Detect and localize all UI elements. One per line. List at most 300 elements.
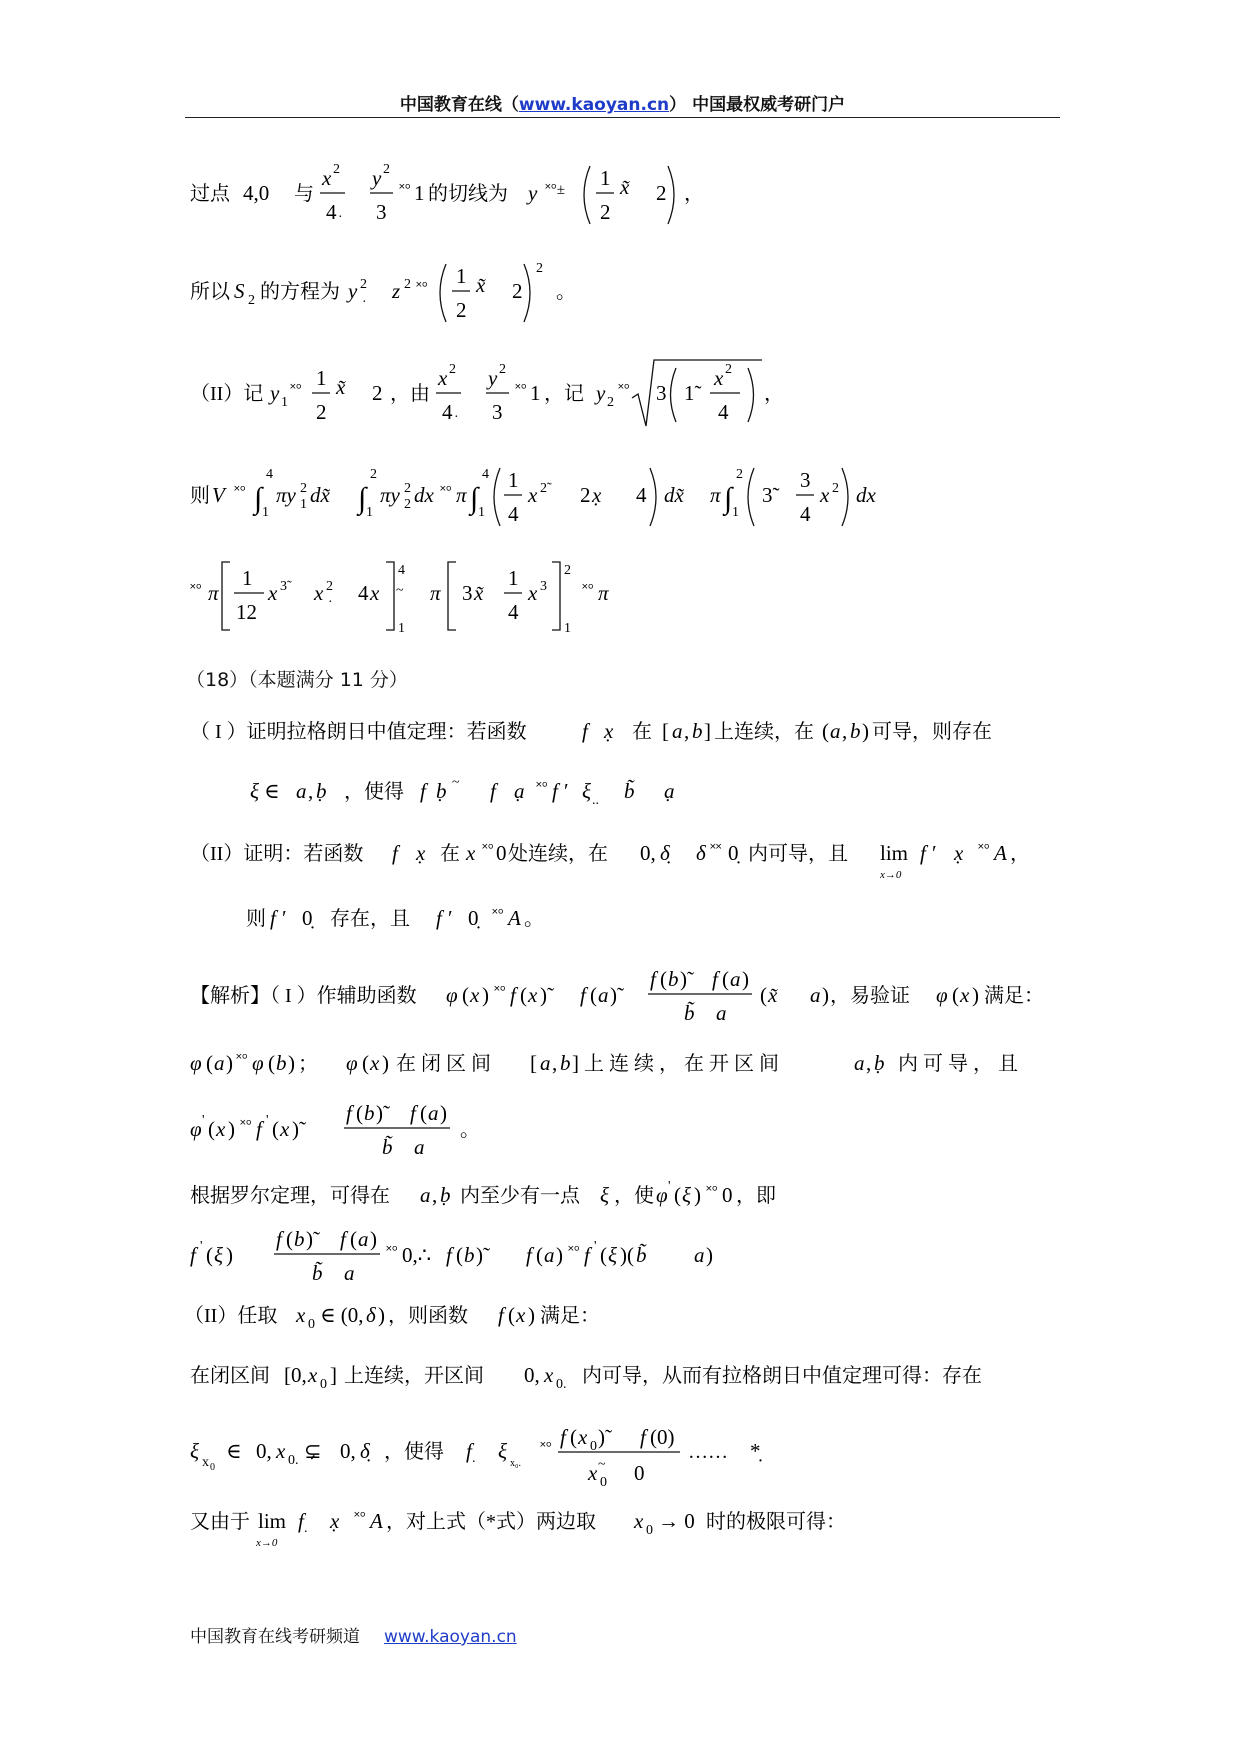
svg-text:0: 0: [600, 1475, 607, 1490]
svg-text:˟˟: ˟˟: [710, 842, 722, 858]
svg-text:δ: δ: [366, 1303, 376, 1327]
svg-text:ξ: ξ: [190, 1439, 199, 1463]
svg-text:∫: ∫: [724, 482, 733, 515]
svg-text:˟°: ˟°: [618, 382, 630, 398]
svg-text:0̣: 0̣: [302, 906, 313, 930]
svg-text:,: ,: [684, 719, 690, 743]
svg-text:x̃: x̃: [474, 581, 484, 605]
svg-text:2: 2: [370, 467, 377, 482]
svg-text:(: (: [570, 1425, 577, 1449]
svg-text:y: y: [596, 381, 606, 405]
svg-text:(: (: [272, 1117, 279, 1141]
svg-text:ạ: ạ: [514, 779, 525, 803]
svg-text:)̃: )̃: [598, 1425, 605, 1449]
svg-text:a: a: [344, 1261, 355, 1285]
svg-text:x: x: [314, 581, 324, 605]
svg-text:y: y: [372, 166, 382, 190]
svg-text:x: x: [528, 983, 538, 1007]
text-yu: 与: [294, 183, 314, 205]
svg-text:δ̣: δ̣: [660, 841, 670, 865]
s2-expression: [346, 261, 543, 322]
svg-text:a: a: [358, 1227, 369, 1251]
svg-text:x: x: [466, 841, 476, 865]
svg-text:f: f: [582, 719, 588, 743]
svg-text:4: 4: [266, 467, 273, 482]
svg-text:x: x: [634, 1509, 644, 1533]
svg-text:x̃: x̃: [336, 375, 346, 399]
svg-text:3: 3: [656, 381, 667, 405]
text-ze: 则: [190, 485, 210, 507]
text-kedao-cunzai: 可导，则存在: [872, 721, 992, 743]
svg-text:b: b: [364, 1101, 375, 1125]
svg-text:˟°: ˟°: [582, 582, 594, 598]
svg-text:x→0: x→0: [880, 869, 902, 881]
svg-text:f: f: [490, 779, 496, 803]
svg-text:2: 2: [536, 261, 543, 276]
svg-text:π: π: [430, 581, 441, 605]
svg-text:(: (: [520, 983, 527, 1007]
svg-text:π: π: [598, 581, 609, 605]
svg-text:1: 1: [281, 395, 288, 410]
svg-text:x̣: x̣: [604, 719, 614, 743]
svg-text:y: y: [488, 366, 498, 390]
svg-text:，: ，: [1010, 843, 1030, 865]
svg-text:4: 4: [482, 467, 489, 482]
svg-text:b: b: [294, 1227, 305, 1251]
svg-text:1: 1: [262, 505, 269, 520]
svg-text:): ): [742, 967, 749, 991]
svg-text:(: (: [952, 983, 959, 1007]
svg-text:a: a: [598, 983, 609, 1007]
svg-text:,: ,: [842, 719, 848, 743]
svg-text:4: 4: [718, 400, 729, 424]
text-differentiable-and: 内 可 导 ， 且: [898, 1053, 1018, 1075]
svg-text:′: ′: [282, 906, 287, 930]
svg-text:f: f: [510, 983, 516, 1007]
svg-text:): ): [440, 1101, 447, 1125]
svg-text:x: x: [544, 1363, 554, 1387]
text-ii-statement: （II）证明：若函数: [190, 843, 364, 865]
svg-text:f: f: [712, 967, 718, 991]
svg-text:1: 1: [242, 566, 253, 590]
svg-text:[: [: [662, 719, 669, 743]
svg-text:2: 2: [512, 279, 523, 303]
svg-text:0: 0: [722, 1183, 733, 1207]
svg-text:a: a: [214, 1051, 225, 1075]
svg-text:0,: 0,: [340, 1439, 356, 1463]
svg-text:A: A: [994, 841, 1007, 865]
svg-text:)̃: )̃: [610, 983, 617, 1007]
svg-text:˟°: ˟°: [706, 1184, 718, 1200]
svg-text:0: 0: [308, 1317, 315, 1332]
svg-text:2: 2: [656, 181, 667, 205]
svg-text:12: 12: [236, 600, 257, 624]
svg-text:。: 。: [524, 908, 544, 930]
svg-text:a: a: [716, 1001, 727, 1025]
svg-text:)̃: )̃: [292, 1117, 299, 1141]
svg-text:(: (: [356, 1101, 363, 1125]
svg-text:π: π: [456, 483, 467, 507]
svg-text:φ: φ: [936, 983, 948, 1007]
svg-text:0̣: 0̣: [468, 906, 479, 930]
svg-text:x: x: [370, 1051, 380, 1075]
svg-text:0,: 0,: [524, 1363, 540, 1387]
svg-text:3̃: 3̃: [762, 483, 773, 507]
svg-text:a: a: [694, 1243, 705, 1267]
svg-text:(: (: [590, 983, 597, 1007]
svg-text:): ): [288, 1051, 295, 1075]
svg-text:a: a: [854, 1051, 865, 1075]
svg-text:˟°: ˟°: [482, 842, 494, 858]
svg-text:x: x: [438, 366, 448, 390]
svg-text:): ): [694, 1183, 701, 1207]
svg-text:0̣: 0̣: [728, 841, 739, 865]
svg-text:a: a: [672, 719, 683, 743]
svg-text:): ): [378, 1303, 385, 1327]
svg-text:..: ..: [592, 793, 599, 808]
svg-text:2: 2: [607, 395, 614, 410]
svg-text:3̃: 3̃: [280, 579, 287, 594]
svg-text:f: f: [276, 1227, 282, 1251]
text-comma-2: ，: [764, 383, 784, 405]
svg-text:': ': [668, 1179, 671, 1194]
svg-text:f: f: [560, 1425, 566, 1449]
svg-text:˟°: ˟°: [540, 1440, 552, 1456]
lagrange-equation: [420, 775, 675, 808]
svg-text:b: b: [276, 1051, 287, 1075]
svg-text:(: (: [268, 1051, 275, 1075]
svg-text:0,: 0,: [640, 841, 656, 865]
svg-text:(: (: [462, 983, 469, 1007]
text-closed-interval: 在 闭 区 间: [396, 1053, 491, 1075]
header-link[interactable]: www.kaoyan.cn: [518, 95, 670, 115]
formula-volume-integral: [0, 452, 1241, 532]
svg-text:,: ,: [866, 1051, 872, 1075]
svg-text:f: f: [298, 1509, 304, 1533]
svg-text:∫: ∫: [470, 482, 479, 515]
text-continuous-open: 上连续，开区间: [344, 1365, 484, 1387]
svg-text:x̃: x̃: [768, 983, 778, 1007]
svg-text:,: ,: [552, 1051, 558, 1075]
svg-text:a: a: [414, 1135, 425, 1159]
svg-text:1: 1: [478, 505, 485, 520]
problem-18-heading: （18）（本题满分 11 分）: [186, 669, 408, 691]
svg-text:dx: dx: [856, 483, 876, 507]
svg-text:2: 2: [360, 277, 367, 292]
svg-text:f: f: [346, 1101, 352, 1125]
text-zai: 在: [632, 721, 652, 743]
svg-text:2: 2: [333, 162, 340, 177]
svg-text:): ): [226, 1051, 233, 1075]
svg-text:(: (: [674, 1183, 681, 1207]
solution-derivative: [0, 1096, 1241, 1176]
y1-expression: [268, 366, 383, 424]
svg-text:b̃: b̃: [636, 1243, 647, 1267]
svg-text:4: 4: [398, 563, 405, 578]
svg-text:f: f: [410, 1101, 416, 1125]
svg-text:f: f: [552, 779, 558, 803]
svg-text:φ: φ: [190, 1117, 202, 1141]
svg-text:ḅ: ḅ: [316, 779, 327, 803]
svg-text:~: ~: [396, 583, 404, 598]
svg-text:2: 2: [404, 497, 411, 512]
svg-text:[: [: [530, 1051, 537, 1075]
text-at-least-one: 内至少有一点: [460, 1185, 580, 1207]
svg-text:x̣: x̣: [954, 841, 964, 865]
svg-text:x: x: [578, 1425, 588, 1449]
svg-text:): ): [482, 983, 489, 1007]
svg-text:a: a: [540, 1051, 551, 1075]
svg-text:x̣: x̣: [416, 841, 426, 865]
svg-text:y: y: [270, 381, 280, 405]
svg-text:,: ,: [308, 779, 314, 803]
svg-text:f: f: [650, 967, 656, 991]
svg-text:x: x: [528, 483, 538, 507]
svg-text:4: 4: [326, 200, 337, 224]
svg-text:0.: 0.: [288, 1453, 299, 1468]
svg-text:3: 3: [462, 581, 473, 605]
svg-text:˟°: ˟°: [354, 1510, 366, 1526]
svg-text:f: f: [580, 983, 586, 1007]
svg-text:(: (: [286, 1227, 293, 1251]
footer-link[interactable]: www.kaoyan.cn: [384, 1627, 517, 1647]
svg-text:1: 1: [316, 366, 327, 390]
svg-text:a: a: [830, 719, 841, 743]
svg-text:f: f: [436, 906, 442, 930]
svg-text:x: x: [588, 1461, 598, 1485]
text-open-interval: 上 连 续 ， 在 开 区 间: [584, 1053, 779, 1075]
svg-text:φ: φ: [252, 1051, 264, 1075]
svg-text:∈: ∈: [226, 1439, 242, 1463]
svg-text:): ): [226, 1243, 233, 1267]
svg-text:)̃: )̃: [540, 983, 547, 1007]
svg-text:x: x: [296, 1303, 306, 1327]
svg-text:·: ·: [454, 410, 459, 425]
svg-text:b̃: b̃: [684, 1001, 695, 1025]
svg-text:]: ]: [330, 1363, 337, 1387]
svg-text:x̣: x̣: [330, 1509, 340, 1533]
svg-text:πy: πy: [276, 483, 296, 507]
svg-text:0: 0: [646, 1523, 653, 1538]
svg-text:2: 2: [404, 277, 411, 292]
svg-text:′: ′: [932, 841, 937, 865]
svg-text:2: 2: [456, 298, 467, 322]
svg-text:1: 1: [508, 468, 519, 492]
svg-text:)̃: )̃: [306, 1227, 313, 1251]
svg-text:f: f: [392, 841, 398, 865]
svg-text:·: ·: [362, 295, 367, 310]
svg-text:φ: φ: [656, 1183, 668, 1207]
svg-text:': ': [266, 1113, 269, 1128]
text-closed-interval-2: 在闭区间: [190, 1365, 270, 1387]
svg-text:2: 2: [449, 362, 456, 377]
svg-text:˟°: ˟°: [492, 907, 504, 923]
svg-text:(0): (0): [650, 1425, 675, 1449]
svg-text:4: 4: [442, 400, 453, 424]
svg-text:b̃: b̃: [312, 1261, 323, 1285]
page-footer: [190, 1622, 517, 1646]
svg-text:1: 1: [414, 181, 425, 205]
svg-text:S: S: [234, 279, 245, 303]
svg-text:): ): [528, 1303, 535, 1327]
svg-text:2: 2: [372, 381, 383, 405]
svg-text:2: 2: [736, 467, 743, 482]
svg-text:y: y: [528, 181, 538, 205]
svg-text:˟°: ˟°: [440, 484, 452, 500]
svg-text:1: 1: [456, 264, 467, 288]
svg-text:f: f: [446, 1243, 452, 1267]
svg-text:3: 3: [540, 579, 547, 594]
svg-text:(: (: [206, 1243, 213, 1267]
text-rolle-intro: 根据罗尔定理，可得在: [190, 1185, 390, 1207]
svg-text:dx̃: dx̃: [310, 483, 330, 507]
text-yi-yanzheng: ，易验证: [830, 985, 910, 1007]
svg-text:2: 2: [326, 579, 333, 594]
tangent-expression: [526, 166, 674, 224]
text-period: 。: [556, 281, 576, 303]
y2-expression: [594, 360, 762, 426]
svg-text:2: 2: [316, 400, 327, 424]
volume-expression: [212, 467, 877, 526]
svg-text:V: V: [212, 483, 225, 507]
svg-text:.: .: [472, 1451, 476, 1466]
svg-text:2: 2: [580, 483, 591, 507]
svg-text:x: x: [216, 1117, 226, 1141]
text-limit-result: 时的极限可得：: [706, 1511, 846, 1533]
svg-text:a: a: [296, 779, 307, 803]
svg-text:): ): [382, 1051, 389, 1075]
svg-text:.: .: [304, 1521, 308, 1536]
svg-text:a: a: [420, 1183, 431, 1207]
svg-text:4: 4: [636, 483, 647, 507]
svg-text:˟°: ˟°: [494, 984, 506, 1000]
svg-text:)̃: )̃: [376, 1101, 383, 1125]
svg-text:): ): [228, 1117, 235, 1141]
text-shide-2: ，使得: [384, 1441, 444, 1463]
svg-text:x: x: [202, 1455, 209, 1470]
svg-text:˟°: ˟°: [240, 1118, 252, 1134]
svg-text:˟°: ˟°: [515, 382, 527, 398]
svg-text:dx: dx: [414, 483, 434, 507]
svg-text:A: A: [370, 1509, 383, 1533]
svg-text:0: 0: [496, 841, 507, 865]
text-you: ，由: [390, 383, 430, 405]
text-manzu: 满足：: [984, 985, 1044, 1007]
svg-text:ḅ: ḅ: [436, 779, 447, 803]
svg-text:4: 4: [508, 600, 519, 624]
svg-text:˟°: ˟°: [978, 842, 990, 858]
formula-tangent-line: [0, 150, 1241, 230]
text-take-limit: ，对上式（*式）两边取: [386, 1511, 596, 1533]
svg-text:,: ,: [432, 1183, 438, 1207]
ellipse-equation-2: [436, 362, 541, 425]
svg-text:': ': [200, 1239, 203, 1254]
svg-text:(: (: [208, 1117, 215, 1141]
svg-text:lim: lim: [880, 841, 909, 865]
svg-text:(: (: [508, 1303, 515, 1327]
svg-text:): ): [862, 719, 869, 743]
text-differentiable-lagrange: 内可导，从而有拉格朗日中值定理可得：存在: [582, 1365, 982, 1387]
svg-text:(: (: [206, 1051, 213, 1075]
svg-text:ξ: ξ: [214, 1243, 223, 1267]
svg-text:⊊: ⊊: [304, 1439, 322, 1463]
svg-text:1: 1: [300, 497, 307, 512]
svg-text:lim: lim: [258, 1509, 287, 1533]
svg-text:~: ~: [452, 775, 460, 790]
text-ze-hanshu: ，则函数: [388, 1305, 468, 1327]
svg-text:∫: ∫: [254, 482, 263, 515]
svg-text:ξ: ξ: [582, 779, 591, 803]
svg-text:φ: φ: [190, 1051, 202, 1075]
svg-text:2: 2: [499, 362, 506, 377]
svg-text:ḅ: ḅ: [874, 1051, 885, 1075]
text-chu-lianxu: 处连续，在: [508, 843, 608, 865]
svg-text:a: a: [544, 1243, 555, 1267]
svg-text:1: 1: [508, 566, 519, 590]
svg-text:*̣: *̣: [750, 1439, 761, 1463]
text-ii-renqu: （II）任取: [184, 1305, 278, 1327]
svg-text:0: 0: [210, 1462, 215, 1473]
svg-text:φ: φ: [346, 1051, 358, 1075]
svg-text:ξ: ξ: [608, 1243, 617, 1267]
svg-text:x: x: [276, 1439, 286, 1463]
text-zai-2: 在: [440, 843, 460, 865]
svg-text:x: x: [960, 983, 970, 1007]
svg-text:x: x: [280, 1117, 290, 1141]
svg-text:(: (: [600, 1243, 607, 1267]
svg-text:x→0: x→0: [256, 1537, 278, 1549]
auxiliary-function-expression: [446, 967, 829, 1025]
svg-text:π: π: [710, 483, 721, 507]
svg-text:1̃: 1̃: [684, 381, 695, 405]
svg-text:f: f: [190, 1243, 196, 1267]
svg-text:~: ~: [598, 1457, 606, 1472]
svg-text:f: f: [256, 1117, 262, 1141]
svg-text:1: 1: [398, 621, 405, 636]
text-semicolon: ；: [298, 1053, 318, 1075]
svg-text:2: 2: [725, 362, 732, 377]
svg-text:˟°: ˟°: [399, 182, 411, 198]
text-nei-kedao: 内可导，且: [748, 843, 848, 865]
svg-text:˟°: ˟°: [416, 280, 428, 296]
svg-text:(: (: [660, 967, 667, 991]
ellipse-equation: [320, 162, 425, 225]
svg-text:x̃: x̃: [476, 273, 486, 297]
text-ji-2: ，记: [544, 383, 584, 405]
svg-text:(: (: [760, 983, 767, 1007]
text-de-fangchengwei: 的方程为: [260, 281, 340, 303]
svg-text:·: ·: [328, 595, 333, 610]
svg-text:': ': [594, 1239, 597, 1254]
svg-text:2: 2: [248, 293, 255, 308]
text-manzu-2: 满足：: [540, 1305, 600, 1327]
svg-text:2: 2: [564, 563, 571, 578]
svg-text:2: 2: [832, 481, 839, 496]
text-period-2: 。: [460, 1119, 480, 1141]
svg-text:a: a: [810, 983, 821, 1007]
formula-y1-y2: [0, 350, 1241, 430]
svg-text:b: b: [850, 719, 861, 743]
svg-text:˟°: ˟°: [236, 1052, 248, 1068]
svg-text:4: 4: [358, 581, 369, 605]
svg-text:0.: 0.: [556, 1377, 567, 1392]
svg-text:˟°: ˟°: [386, 1244, 398, 1260]
svg-text:1: 1: [564, 621, 571, 636]
page-header: [185, 92, 1060, 118]
svg-text:': ': [202, 1113, 205, 1128]
svg-text:): ): [556, 1243, 563, 1267]
svg-text:(: (: [362, 1051, 369, 1075]
